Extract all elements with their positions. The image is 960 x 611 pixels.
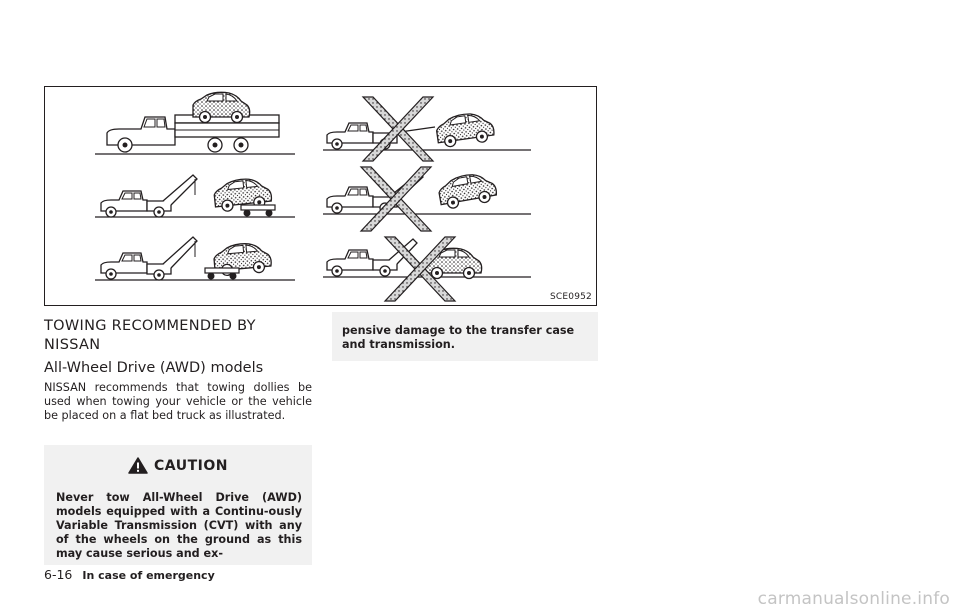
caution-continued-box [332,312,598,361]
tow-dolly-rear-illustration [95,175,295,217]
warning-triangle-icon [128,457,148,474]
wrong-tow-rear-illustration [323,97,531,161]
caution-title: CAUTION [154,458,228,474]
caution-box [44,445,312,565]
page-footer [44,567,215,582]
figure-code: SCE0952 [550,292,592,302]
flatbed-truck-illustration [95,92,295,154]
wrong-tow-lift-illustration [323,167,531,231]
section-title: In case of emergency [82,569,215,582]
caution-header [44,457,312,474]
towing-illustration [44,86,597,306]
tow-dolly-front-illustration [95,237,295,280]
page-number: 6-16 [44,567,73,582]
section-heading: TOWING RECOMMENDED BY NISSAN [44,318,256,353]
subsection-heading: All-Wheel Drive (AWD) models [44,360,264,376]
wrong-tow-front-illustration [323,237,531,301]
towing-diagram [45,87,598,307]
caution-text: Never tow All-Wheel Drive (AWD) models equipped with a Continu-ously Variable Transmission (CVT) with any of the wheels on the ground as this may cause serious and ex- [56,491,302,560]
caution-text-continued: pensive damage to the transfer case and transmission. [342,324,575,351]
watermark: carmanualsonline.info [757,589,950,609]
body-paragraph: NISSAN recommends that towing dollies be used when towing your vehicle or the vehicle be placed on a flat bed truck as illustrated. [44,381,312,422]
